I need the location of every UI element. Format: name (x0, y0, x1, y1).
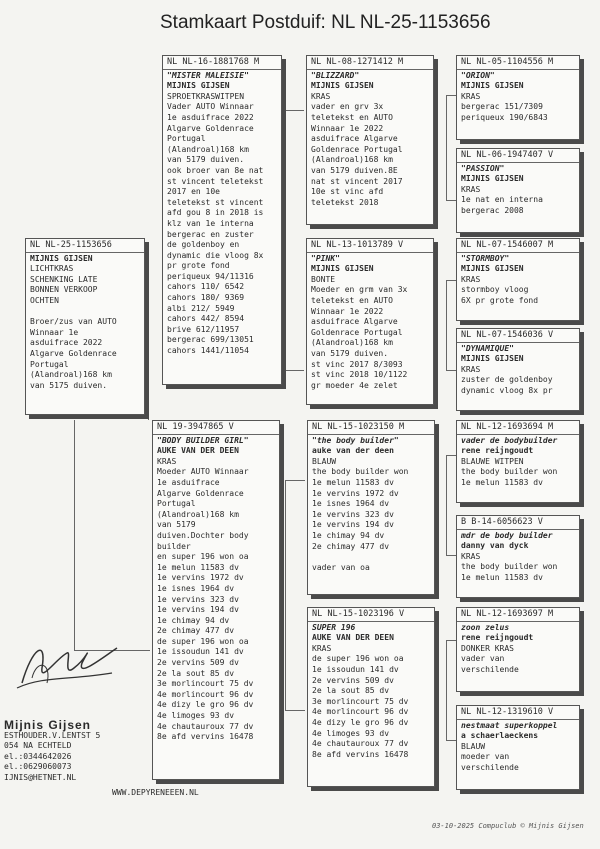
card-line: Winnaar 1e 2022 (311, 306, 384, 316)
pigeon-name: "MISTER MALEISIE" (167, 70, 249, 80)
ring-number: NL NL-07-1546036 V (457, 329, 579, 343)
pigeon-card-fmm (456, 328, 580, 411)
ring-number: NL NL-15-1023150 M (308, 421, 434, 435)
card-line: (Alandroal)168 km (157, 509, 239, 519)
card-line: BONTE (311, 274, 336, 284)
card-line: periqueux 190/6843 (461, 112, 548, 122)
card-line: cahors 180/ 9369 (167, 293, 245, 303)
pigeon-card-fmf (456, 238, 580, 321)
card-line: 2e chimay 477 dv (312, 541, 390, 551)
card-line: Portugal (30, 359, 69, 369)
connector-line (446, 95, 447, 200)
card-line: bergerac 699/13051 (167, 335, 254, 345)
card-line: duiven.Dochter body (157, 530, 249, 540)
pigeon-card-mff (456, 420, 580, 503)
breeder-name: AUKE VAN DER DEEN (312, 633, 394, 643)
card-line: 1e issoudun 141 dv (157, 647, 244, 657)
card-body (457, 622, 579, 677)
card-line: cahors 110/ 6542 (167, 282, 245, 292)
ring-number: NL NL-12-1693697 M (457, 608, 579, 622)
connector-line (446, 740, 456, 741)
ring-number: NL NL-12-1319610 V (457, 706, 579, 720)
connector-line (446, 280, 456, 281)
pigeon-card-ffm (456, 148, 580, 233)
card-line: asduifrace 2022 (30, 338, 103, 348)
pigeon-name: mdr de body builder (461, 530, 553, 540)
card-line: periqueux 94/11316 (167, 271, 254, 281)
connector-line (446, 95, 456, 96)
card-line: KRAS (461, 551, 481, 561)
card-line: 1e vervins 1972 dv (312, 488, 399, 498)
card-body (457, 70, 579, 125)
ring-number: NL NL-12-1693694 M (457, 421, 579, 435)
card-line: 1e vervins 323 dv (312, 509, 394, 519)
card-line: 1e melun 11583 dv (461, 477, 543, 487)
card-line: 4e chautauroux 77 dv (157, 721, 254, 731)
card-line: Algarve Goldenrace (30, 348, 117, 358)
pigeon-card-mother (152, 420, 280, 780)
card-line: cahors 1441/11054 (167, 346, 249, 356)
card-line: brive 612/11957 (167, 324, 240, 334)
pigeon-name: "the body builder" (312, 435, 399, 445)
card-line: (Alandroal)168 km (30, 370, 112, 380)
card-line: 10e st vinc afd (311, 187, 384, 197)
card-body (457, 253, 579, 308)
card-line: van 5179 duiven. (311, 348, 389, 358)
card-line: stormboy vloog (461, 285, 529, 295)
card-body (307, 253, 433, 393)
connector-line (285, 480, 286, 710)
card-line (312, 552, 430, 563)
ring-number: NL NL-08-1271412 M (307, 56, 433, 70)
card-line: teletekst 2018 (311, 197, 379, 207)
card-line: verschilende (461, 664, 519, 674)
pigeon-name: nestmaat superkoppel (461, 720, 558, 730)
breeder-name: MIJNIS GIJSEN (461, 81, 524, 91)
ring-number: NL NL-15-1023196 V (308, 608, 434, 622)
connector-line (446, 455, 456, 456)
connector-line (280, 110, 304, 111)
connector-line (285, 710, 305, 711)
card-line: BLAUW (461, 741, 486, 751)
card-line: 3e morlincourt 75 dv (312, 696, 409, 706)
card-line: 4e limoges 93 dv (157, 711, 235, 721)
connector-line (280, 370, 304, 371)
card-line: 2e chimay 477 dv (157, 626, 235, 636)
card-line: BLAUWE WITPEN (461, 456, 524, 466)
card-line: Goldenrace Portugal (311, 327, 403, 337)
card-body (457, 530, 579, 585)
card-line: KRAS (461, 364, 481, 374)
card-line: bergerac en zuster (167, 229, 254, 239)
card-line: Moeder AUTO Winnaar (157, 467, 249, 477)
card-line: bergerac 2008 (461, 205, 524, 215)
card-line: KRAS (312, 643, 332, 653)
card-line: asduifrace Algarve (311, 317, 398, 327)
card-line: 2017 en 10e (167, 187, 220, 197)
card-body (307, 70, 433, 210)
card-line: 1e asduifrace 2022 (167, 112, 254, 122)
breeder-name: danny van dyck (461, 541, 529, 551)
pigeon-card-mmf (456, 607, 580, 692)
card-line: dynamic vloog 8x pr (461, 385, 553, 395)
connector-line (446, 200, 456, 201)
card-line: 1e vervins 194 dv (157, 605, 239, 615)
card-body (457, 343, 579, 398)
card-line: 1e isnes 1964 dv (157, 583, 235, 593)
pigeon-name: "DYNAMIQUE" (461, 343, 514, 353)
breeder-name: rene reijngoudt (461, 446, 534, 456)
card-line: teletekst en AUTO (311, 112, 393, 122)
card-line: the body builder won (461, 562, 558, 572)
owner-website: WWW.DEPYRENEEEN.NL (112, 788, 199, 797)
card-line: albi 212/ 5949 (167, 303, 235, 313)
card-line: BONNEN VERKOOP (30, 285, 98, 295)
card-line: bergerac 151/7309 (461, 102, 543, 112)
card-body (308, 622, 434, 762)
card-line: Algarve Goldenrace (157, 488, 244, 498)
card-line: 1e isnes 1964 dv (312, 499, 390, 509)
card-line: Winnaar 1e 2022 (311, 123, 384, 133)
card-line: 3e morlincourt 75 dv (157, 679, 254, 689)
pigeon-card-mother-mother (307, 607, 435, 787)
card-line: Portugal (157, 499, 196, 509)
owner-name: Mijnis Gijsen (4, 718, 92, 732)
pigeon-card-father-mother (306, 238, 434, 405)
pigeon-name: "PINK" (311, 253, 340, 263)
breeder-name: MIJNIS GIJSEN (461, 354, 524, 364)
card-line: SPROETKRASWITPEN (167, 91, 245, 101)
card-line: 1e vervins 194 dv (312, 520, 394, 530)
pigeon-name: SUPER 196 (312, 622, 356, 632)
card-line: st vinc 2018 10/1122 (311, 370, 408, 380)
pigeon-name: "STORMBOY" (461, 253, 510, 263)
card-line: KRAS (311, 91, 331, 101)
card-line: 4e dizy le gro 96 dv (312, 717, 409, 727)
pigeon-card-father (162, 55, 282, 385)
card-line: nat st vincent 2017 (311, 176, 403, 186)
card-line: 2e la sout 85 dv (157, 668, 235, 678)
connector-line (74, 420, 75, 650)
ring-number: NL NL-13-1013789 V (307, 239, 433, 253)
connector-line (446, 370, 456, 371)
breeder-name: MIJNIS GIJSEN (461, 174, 524, 184)
connector-line (446, 555, 456, 556)
breeder-name: MIJNIS GIJSEN (311, 264, 374, 274)
card-line: 2e vervins 509 dv (312, 675, 394, 685)
card-line: 1e vervins 323 dv (157, 594, 239, 604)
card-line: BLAUW (312, 456, 337, 466)
card-line: 1e melun 11583 dv (157, 562, 239, 572)
breeder-name: MIJNIS GIJSEN (461, 264, 524, 274)
card-line: builder (157, 541, 191, 551)
card-line: KRAS (461, 274, 481, 284)
card-line: (Alandroal)168 km (311, 155, 393, 165)
card-line: 4e chautauroux 77 dv (312, 739, 409, 749)
card-line: 8e afd vervins 16478 (157, 732, 254, 742)
card-line: moeder van (461, 752, 510, 762)
card-line: Broer/zus van AUTO (30, 317, 117, 327)
card-line: Portugal (167, 134, 206, 144)
breeder-name: auke van der deen (312, 446, 394, 456)
card-line: KRAS (461, 184, 481, 194)
pigeon-card-main (25, 238, 145, 415)
card-line: vader en grv 3x (311, 102, 384, 112)
card-line: 4e dizy le gro 96 dv (157, 700, 254, 710)
card-line: OCHTEN (30, 295, 59, 305)
card-body (26, 253, 144, 393)
connector-line (446, 640, 456, 641)
pigeon-name: "ORION" (461, 70, 495, 80)
card-line: st vincent teletekst (167, 176, 264, 186)
card-line (30, 307, 140, 318)
card-line: teletekst en AUTO (311, 295, 393, 305)
card-line: pr grote fond (167, 261, 230, 271)
card-body (457, 435, 579, 490)
breeder-name: rene reijngoudt (461, 633, 534, 643)
card-line: Vader AUTO Winnaar (167, 102, 254, 112)
breeder-name: MIJNIS GIJSEN (30, 253, 93, 263)
card-line: the body builder won (461, 467, 558, 477)
pigeon-name: "BLIZZARD" (311, 70, 360, 80)
pigeon-card-fff (456, 55, 580, 140)
card-line: 1e melun 11583 dv (461, 572, 543, 582)
card-line: de super 196 won oa (312, 654, 404, 664)
ring-number: NL NL-16-1881768 M (163, 56, 281, 70)
pigeon-card-father-father (306, 55, 434, 225)
card-line: van 5179 duiven.8E (311, 165, 398, 175)
owner-line: 054 NA ECHTELD (4, 741, 72, 750)
copyright-text: 03-10-2025 Compuclub © Mijnis Gijsen (432, 822, 584, 830)
card-line: 4e limoges 93 dv (312, 728, 390, 738)
card-line: (Alandroal)168 km (167, 144, 249, 154)
card-line: 1e issoudun 141 dv (312, 664, 399, 674)
card-line: Moeder en grm van 3x (311, 285, 408, 295)
card-line: 4e morlincourt 96 dv (157, 689, 254, 699)
card-line: 2e la sout 85 dv (312, 686, 390, 696)
card-line: van 5175 duiven. (30, 380, 108, 390)
card-line: verschilende (461, 762, 519, 772)
ring-number: NL 19-3947865 V (153, 421, 279, 435)
card-line: klz van 1e interna (167, 218, 254, 228)
ring-number: NL NL-06-1947407 V (457, 149, 579, 163)
pigeon-card-mmm (456, 705, 580, 790)
card-line: asduifrace Algarve (311, 134, 398, 144)
card-line: dynamic die vloog 8x (167, 250, 264, 260)
pigeon-name: vader de bodybuilder (461, 435, 558, 445)
card-line: 2e vervins 509 dv (157, 658, 239, 668)
card-line: van 5179 (157, 520, 196, 530)
card-line: LICHTKRAS (30, 264, 74, 274)
breeder-name: MIJNIS GIJSEN (167, 81, 230, 91)
card-line: afd gou 8 in 2018 is (167, 208, 264, 218)
pigeon-name: zoon zelus (461, 622, 510, 632)
card-line: 1e asduifrace (157, 477, 220, 487)
breeder-name: a schaerlaeckens (461, 731, 539, 741)
connector-line (446, 455, 447, 555)
card-line: Winnaar 1e (30, 327, 79, 337)
card-line: zuster de goldenboy (461, 375, 553, 385)
card-line: SCHENKING LATE (30, 274, 98, 284)
owner-email: IJNIS@HETNET.NL (4, 772, 77, 782)
card-body (163, 70, 281, 358)
card-line: Algarve Goldenrace (167, 123, 254, 133)
card-body (153, 435, 279, 744)
signature-image (12, 628, 122, 698)
card-line: KRAS (157, 456, 177, 466)
card-body (457, 720, 579, 775)
card-line: 8e afd vervins 16478 (312, 749, 409, 759)
card-line: ook broer van 8e nat (167, 165, 264, 175)
owner-line: el.:0344642026 (4, 751, 72, 761)
card-body (308, 435, 434, 575)
connector-line (148, 260, 149, 420)
pigeon-card-mother-father (307, 420, 435, 595)
card-line: 1e vervins 1972 dv (157, 573, 244, 583)
pigeon-name: "PASSION" (461, 163, 505, 173)
connector-line (285, 480, 305, 481)
card-line: van 5179 duiven. (167, 155, 245, 165)
breeder-name: AUKE VAN DER DEEN (157, 446, 239, 456)
card-line: st vinc 2017 8/3093 (311, 359, 403, 369)
card-line: vader van oa (312, 562, 370, 572)
card-line: en super 196 won oa (157, 552, 249, 562)
ring-number: NL NL-07-1546007 M (457, 239, 579, 253)
pigeon-card-mfm (456, 515, 580, 598)
page-title: Stamkaart Postduif: NL NL-25-1153656 (160, 12, 491, 33)
card-line: the body builder won (312, 467, 409, 477)
card-line: 4e morlincourt 96 dv (312, 707, 409, 717)
owner-line: el.:0629060073 (4, 762, 72, 771)
card-line: cahors 442/ 8594 (167, 314, 245, 324)
card-line: 1e chimay 94 dv (157, 615, 230, 625)
ring-number: B B-14-6056623 V (457, 516, 579, 530)
card-line: 1e chimay 94 dv (312, 530, 385, 540)
card-body (457, 163, 579, 218)
owner-info (4, 720, 100, 783)
card-line: de goldenboy en (167, 240, 240, 250)
breeder-name: MIJNIS GIJSEN (311, 81, 374, 91)
card-line: KRAS (461, 91, 481, 101)
card-line: 1e nat en interna (461, 195, 543, 205)
connector-line (446, 640, 447, 740)
pigeon-name: "BODY BUILDER GIRL" (157, 435, 249, 445)
card-line: (Alandroal)168 km (311, 338, 393, 348)
card-line: vader van (461, 654, 505, 664)
card-line: gr moeder 4e zelet (311, 380, 398, 390)
card-line: Goldenrace Portugal (311, 144, 403, 154)
card-line: de super 196 won oa (157, 636, 249, 646)
card-line: 1e melun 11583 dv (312, 477, 394, 487)
card-line: 6X pr grote fond (461, 295, 539, 305)
ring-number: NL NL-05-1104556 M (457, 56, 579, 70)
ring-number: NL NL-25-1153656 (26, 239, 144, 253)
card-line: DONKER KRAS (461, 643, 514, 653)
card-line: teletekst st vincent (167, 197, 264, 207)
connector-line (446, 280, 447, 370)
owner-line: ESTHOUDER.V.LENTST 5 (4, 730, 101, 740)
